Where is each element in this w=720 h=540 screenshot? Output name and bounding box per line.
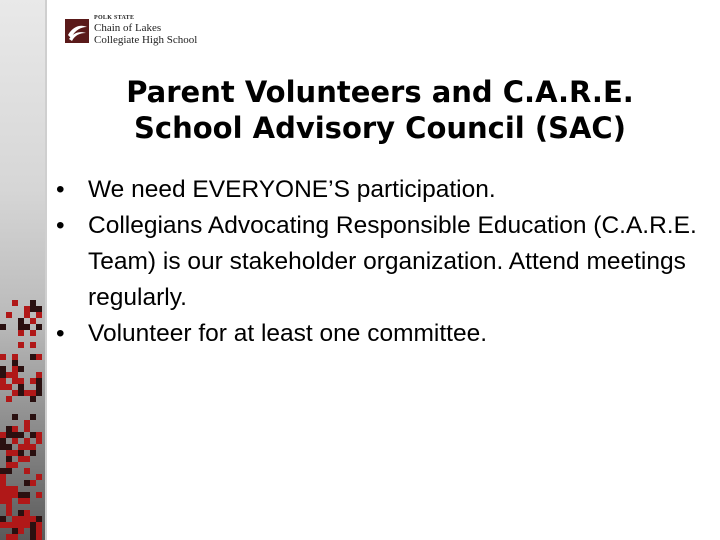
bullet-text: We need EVERYONE’S participation. [88, 176, 496, 203]
logo-swoosh-icon [64, 18, 90, 44]
pixel-block [30, 396, 36, 402]
pixel-block [12, 414, 18, 420]
logo-line2: Collegiate High School [94, 34, 198, 46]
pixel-block [6, 312, 12, 318]
pixel-block [30, 330, 36, 336]
pixel-block [36, 324, 42, 330]
pixel-block [36, 312, 42, 318]
pixel-block [24, 498, 30, 504]
pixel-block [18, 342, 24, 348]
pixel-block [30, 414, 36, 420]
pixel-block [36, 354, 42, 360]
pixel-block [24, 468, 30, 474]
pixel-block [36, 492, 42, 498]
pixel-block [30, 450, 36, 456]
pixel-block [36, 534, 42, 540]
pixel-block [0, 354, 6, 360]
pixel-block [30, 342, 36, 348]
bullet-text: Volunteer for at least one committee. [88, 320, 488, 347]
pixel-block [12, 462, 18, 468]
bullet-list [52, 172, 712, 352]
bullet-text: Collegians Advocating Responsible Education (C.A.R.E. Team) is our stakeholder organization. Attend meetings regularly. [88, 212, 697, 311]
bullet-item [52, 208, 712, 316]
decorative-left-strip [0, 0, 47, 540]
school-logo [64, 14, 204, 48]
bullet-item [52, 172, 712, 208]
pixel-block [0, 324, 6, 330]
logo-line1: Chain of Lakes [94, 22, 162, 34]
bullet-dot: • [56, 320, 65, 347]
pixel-block [18, 528, 24, 534]
pixel-block [36, 474, 42, 480]
pixel-block [18, 366, 24, 372]
pixel-block [36, 438, 42, 444]
bullet-dot: • [56, 212, 65, 239]
slide-title [60, 74, 700, 146]
bullet-dot: • [56, 176, 65, 203]
pixel-block [12, 300, 18, 306]
pixel-block [36, 390, 42, 396]
logo-small-text: POLK STATE [94, 15, 135, 21]
title-line1: Parent Volunteers and C.A.R.E. [126, 75, 634, 109]
pixel-block [6, 396, 12, 402]
bullet-item [52, 316, 712, 352]
pixel-block [18, 330, 24, 336]
pixel-block [6, 468, 12, 474]
title-line2: School Advisory Council (SAC) [134, 111, 626, 145]
pixel-block [24, 456, 30, 462]
pixel-block [12, 534, 18, 540]
strip-divider [45, 0, 47, 540]
pixel-block [30, 480, 36, 486]
